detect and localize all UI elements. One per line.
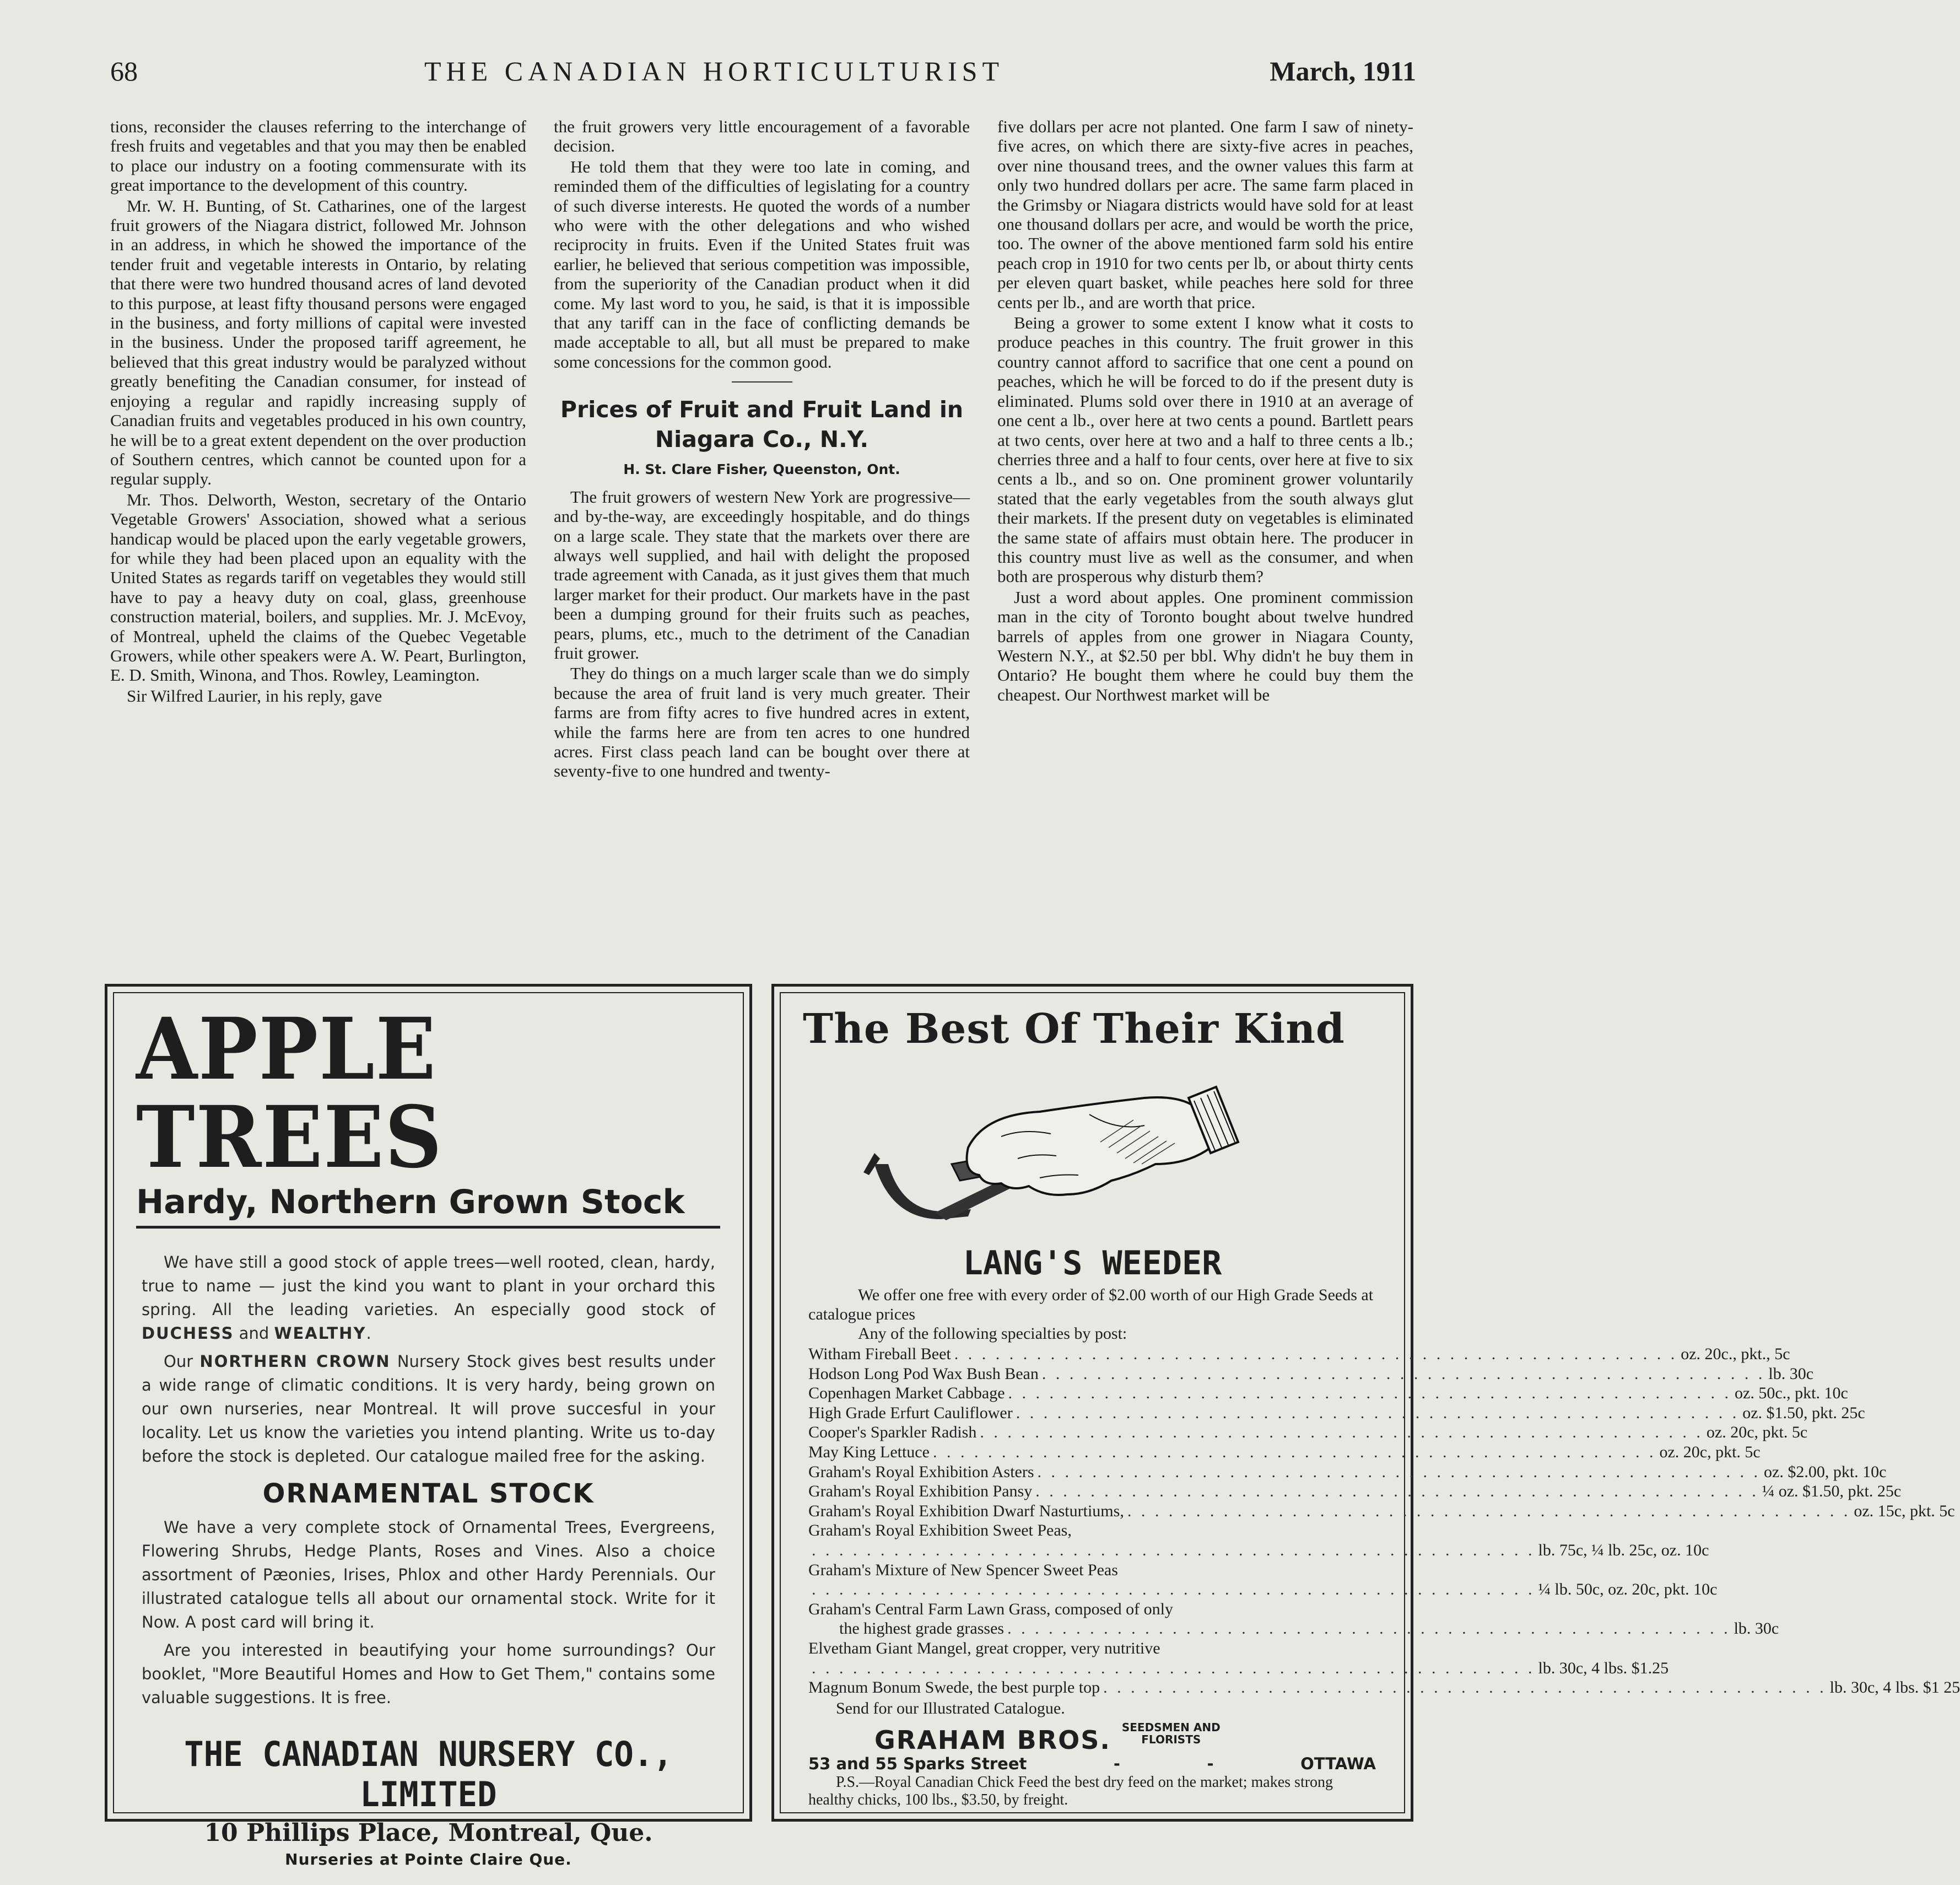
product-name: LANG'S WEEDER <box>963 1244 1222 1283</box>
leader-dots: . . . . . . . . . . . . . . . . . . . . . . . . . . . . . . . . . . . . . . . . . . . . . . . . . . . . . <box>812 1658 1535 1677</box>
item-price: lb. 30c <box>1768 1364 1814 1383</box>
paragraph: Being a grower to some extent I know what it costs to produce peaches in this country. The fruit grower in this country cannot afford to sacrifice that one cent a pound on peaches, which he will be forced to do if the present duty is eliminated. Plums sold over there in 1910 at an average of one cent a lb., over here at two cents a pound. Bartlett pears at two cents, over here at two and a half to three cents a lb.; cherries three and a half to four cents, over here at five to six cents a lb., and so on. One prominent grower voluntarily stated that the early vegetables from the south always glut their markets. If the present duty on vegetables is eliminated the same state of affairs must obtain here. The producer in this country must live as well as the consumer, and when both are prosperous why disturb them? <box>997 313 1413 586</box>
ad-headline: APPLE TREES <box>136 999 443 1187</box>
issue-date: March, 1911 <box>1270 56 1416 87</box>
article-title: Prices of Fruit and Fruit Land in Niagara Co., N.Y. <box>560 396 964 453</box>
item-price: ¼ oz. $1.50, pkt. 25c <box>1762 1482 1902 1501</box>
leader-dots: . . . . . . . . . . . . . . . . . . . . . . . . . . . . . . . . . . . . . . . . . . . . . . . . . . . . . <box>1016 1403 1740 1422</box>
leader-dots: . . . . . . . . . . . . . . . . . . . . . . . . . . . . . . . . . . . . . . . . . . . . . . . . . . . . . <box>1037 1462 1761 1481</box>
leader-dots: . . . . . . . . . . . . . . . . . . . . . . . . . . . . . . . . . . . . . . . . . . . . . . . . . . . . . <box>1103 1678 1827 1697</box>
seller-type: SEEDSMEN AND FLORISTS <box>1121 1720 1221 1746</box>
item-price: oz. 15c, pkt. 5c <box>1854 1501 1955 1520</box>
item-name: Elvetham Giant Mangel, great cropper, very nutritive <box>808 1639 1160 1657</box>
divider <box>732 381 792 383</box>
item-name: Copenhagen Market Cabbage <box>808 1384 1005 1403</box>
street: 53 and 55 Sparks Street <box>808 1754 1027 1773</box>
price-list-item <box>808 1678 1960 1698</box>
price-list-item <box>808 1619 1779 1639</box>
leader-dots: . . . . . . . . . . . . . . . . . . . . . . . . . . . . . . . . . . . . . . . . . . . . . . . . . . . . . <box>1008 1384 1732 1403</box>
price-list-item <box>808 1639 1376 1658</box>
paragraph: the fruit growers very little encouragement of a favorable decision. <box>554 117 970 156</box>
leader-dots: . . . . . . . . . . . . . . . . . . . . . . . . . . . . . . . . . . . . . . . . . . . . . . . . . . . . . <box>1007 1619 1731 1638</box>
paragraph: They do things on a much larger scale than we do simply because the area of fruit land is very much greater. Their farms are from fifty acres to five hundred acres in extent, while the farms here are from ten acres to one hundred acres. First class peach land can be bought over there at seventy-five to one hundred and twenty- <box>554 664 970 781</box>
page-number: 68 <box>110 56 138 87</box>
article-byline: H. St. Clare Fisher, Queenston, Ont. <box>623 461 900 478</box>
price-list-item <box>808 1501 1955 1521</box>
ad-paragraph: We have a very complete stock of Ornamental Trees, Evergreens, Flowering Shrubs, Hedge Plants, Roses and Vines. Also a choice assortment of Pæonies, Irises, Phlox and other Hardy Perennials. Our illustrated catalogue tells all about our ornamental stock. Write for it Now. A post card will bring it. <box>142 1518 715 1631</box>
ad-body <box>142 1516 715 1710</box>
leader-dots: . . . . . . . . . . . . . . . . . . . . . . . . . . . . . . . . . . . . . . . . . . . . . . . . . . . . . <box>980 1423 1703 1442</box>
price-list-item <box>808 1658 1669 1678</box>
leader-dots: . . . . . . . . . . . . . . . . . . . . . . . . . . . . . . . . . . . . . . . . . . . . . . . . . . . . . <box>812 1541 1535 1559</box>
item-name: the highest grade grasses <box>839 1619 1005 1638</box>
leader-dots: . . . . . . . . . . . . . . . . . . . . . . . . . . . . . . . . . . . . . . . . . . . . . . . . . . . . . <box>1041 1364 1765 1383</box>
offer-text: We offer one free with every order of $2.00 worth of our High Grade Seeds at catalogue prices <box>808 1286 1374 1323</box>
item-price: oz. 20c, pkt. 5c <box>1659 1442 1761 1461</box>
item-price: oz. 20c., pkt., 5c <box>1681 1345 1790 1363</box>
item-price: oz. 20c, pkt. 5c <box>1706 1423 1808 1442</box>
separator: - <box>1113 1754 1120 1773</box>
advertisement-seeds <box>771 984 1960 1822</box>
ad-subheadline: Hardy, Northern Grown Stock <box>136 1183 720 1229</box>
city: OTTAWA <box>1300 1754 1376 1773</box>
price-list-item <box>808 1580 1718 1599</box>
price-list-item <box>808 1560 1376 1580</box>
leader-dots: . . . . . . . . . . . . . . . . . . . . . . . . . . . . . . . . . . . . . . . . . . . . . . . . . . . . . <box>812 1580 1535 1599</box>
price-list-item <box>808 1383 1848 1403</box>
ad-headline: The Best Of Their Kind <box>803 1005 1345 1053</box>
leader-dots: . . . . . . . . . . . . . . . . . . . . . . . . . . . . . . . . . . . . . . . . . . . . . . . . . . . . . <box>1127 1501 1851 1520</box>
company-address: 10 Phillips Place, Montreal, Que. <box>204 1819 653 1847</box>
item-name: Cooper's Sparkler Radish <box>808 1423 977 1442</box>
advertisement-apple-trees <box>105 984 752 1868</box>
item-price: lb. 30c, 4 lbs. $1 25 <box>1829 1678 1960 1697</box>
catalogue-note: Send for our Illustrated Catalogue. <box>836 1699 1065 1717</box>
price-list-item <box>808 1541 1709 1560</box>
item-name: Graham's Royal Exhibition Sweet Peas, <box>808 1521 1072 1540</box>
item-name: Graham's Mixture of New Spencer Sweet Peas <box>808 1560 1118 1579</box>
paragraph: Mr. W. H. Bunting, of St. Catharines, one of the largest fruit growers of the Niagara district, followed Mr. Johnson in an address, in which he showed the importance of the tender fruit and vegetable interests in Ontario, by relating that there were two hundred thousand acres of land devoted to this purpose, at least fifty thousand persons were engaged in the business, and forty millions of capital were invested in the business. Under the proposed tariff agreement, he believed that this great industry would be paralyzed without greatly benefiting the Canadian consumer, for instead of enjoying a regular and rapidly increasing supply of Canadian fruits and vegetables produced in his own country, he will be to a great extent dependent on the over production of Southern centres, which cannot be counted upon for a regular supply. <box>110 196 526 489</box>
text-column-3 <box>997 117 1413 971</box>
weeder-illustration <box>858 1081 1244 1236</box>
postscript: P.S.—Royal Canadian Chick Feed the best dry feed on the market; makes strong healthy chicks, 100 lbs., $3.50, by freight. <box>808 1773 1333 1808</box>
item-name: Graham's Royal Exhibition Pansy <box>808 1482 1033 1501</box>
item-name: May King Lettuce <box>808 1442 930 1461</box>
item-price: oz. 50c., pkt. 10c <box>1735 1384 1848 1403</box>
price-list-item <box>808 1403 1865 1423</box>
item-price: lb. 75c, ¼ lb. 25c, oz. 10c <box>1538 1541 1709 1559</box>
price-list-item <box>808 1521 1376 1541</box>
ad-body <box>142 1251 715 1468</box>
item-name: Graham's Royal Exhibition Dwarf Nasturtiums, <box>808 1501 1124 1520</box>
variety-wealthy: WEALTHY <box>274 1324 366 1343</box>
price-list-item <box>808 1442 1761 1462</box>
price-list <box>808 1344 1960 1698</box>
paragraph: The fruit growers of western New York are progressive—and by-the-way, are exceedingly hospitable, and do things on a large scale. They state that the markets over there are always well supplied, and hail with delight the proposed trade agreement with Canada, as it just gives them that much larger market for their product. Our markets have in the past been a dumping ground for their fruits such as peaches, pears, plums, etc., much to the detriment of the Canadian fruit grower. <box>554 487 970 663</box>
company-name: THE CANADIAN NURSERY CO., LIMITED <box>184 1734 673 1814</box>
separator: - <box>1207 1754 1214 1773</box>
company-nurseries: Nurseries at Pointe Claire Que. <box>285 1850 572 1868</box>
paragraph: Sir Wilfred Laurier, in his reply, gave <box>127 686 382 705</box>
variety-duchess: DUCHESS <box>142 1324 234 1343</box>
ad-paragraph: We have still a good stock of apple trees—well rooted, clean, hardy, true to name — just the kind you want to plant in your orchard this spring. All the leading varieties. An especially good stock of DUCHESS and WEALTHY. <box>142 1253 715 1343</box>
price-list-item <box>808 1462 1887 1482</box>
page-header <box>110 55 1416 99</box>
item-price: oz. $1.50, pkt. 25c <box>1742 1403 1865 1422</box>
item-name: Magnum Bonum Swede, the best purple top <box>808 1678 1100 1697</box>
ad-paragraph: Are you interested in beautifying your home surroundings? Our booklet, "More Beautiful Homes and How to Get Them," contains some valuable suggestions. It is free. <box>142 1641 715 1707</box>
leader-dots: . . . . . . . . . . . . . . . . . . . . . . . . . . . . . . . . . . . . . . . . . . . . . . . . . . . . . <box>954 1345 1678 1363</box>
leader-dots: . . . . . . . . . . . . . . . . . . . . . . . . . . . . . . . . . . . . . . . . . . . . . . . . . . . . . <box>932 1442 1656 1461</box>
brand-northern-crown: NORTHERN CROWN <box>199 1352 391 1371</box>
seller-name: GRAHAM BROS. <box>874 1725 1111 1755</box>
text-column-1 <box>110 117 526 971</box>
item-price: ¼ lb. 50c, oz. 20c, pkt. 10c <box>1538 1580 1718 1599</box>
paragraph: He told them that they were too late in coming, and reminded them of the difficulties of legislating for a country of such diverse interests. He quoted the words of a number who were with the other delegations and who wished reciprocity in fruits. Even if the United States fruit was earlier, he believed that serious competition was impossible, from the superiority of the Canadian product when it did come. My last word to you, he said, is that it is impossible that any tariff can in the face of conflicting demands be made acceptable to all, but all must be prepared to make some concessions for the common good. <box>554 157 970 371</box>
item-price: oz. $2.00, pkt. 10c <box>1764 1462 1887 1481</box>
item-price: lb. 30c <box>1734 1619 1779 1638</box>
leader-dots: . . . . . . . . . . . . . . . . . . . . . . . . . . . . . . . . . . . . . . . . . . . . . . . . . . . . . <box>1035 1482 1759 1501</box>
paragraph: Mr. Thos. Delworth, Weston, secretary of the Ontario Vegetable Growers' Association, showed what a serious handicap would be placed upon the early vegetable growers, for while they had been placed upon an equality with the United States as regards tariff on vegetables they would still have to pay a heavy duty on coal, glass, greenhouse construction material, boilers, and supplies. Mr. J. McEvoy, of Montreal, upheld the claims of the Quebec Vegetable Growers, while other speakers were A. W. Peart, Burlington, E. D. Smith, Winona, and Thos. Rowley, Leamington. <box>110 489 526 685</box>
ad-border <box>113 992 744 1868</box>
price-list-item <box>808 1482 1902 1501</box>
offer-intro: Any of the following specialties by post: <box>858 1324 1127 1343</box>
item-name: Graham's Royal Exhibition Asters <box>808 1462 1034 1481</box>
publication-title: THE CANADIAN HORTICULTURIST <box>424 56 1005 87</box>
text-column-2 <box>554 117 970 971</box>
price-list-item <box>808 1423 1808 1442</box>
paragraph: Just a word about apples. One prominent commission man in the city of Toronto bought about twelve hundred barrels of apples from one grower in Niagara County, Western N.Y., at $2.50 per bbl. Why didn't he buy them in Ontario? He bought them where he could buy them the cheapest. Our Northwest market will be <box>997 587 1413 704</box>
price-list-item <box>808 1344 1790 1364</box>
paragraph: tions, reconsider the clauses referring to the interchange of fresh fruits and vegetables and that you may then be enabled to place our industry on a footing commensurate with its great importance to the development of this country. <box>110 117 526 195</box>
paragraph: five dollars per acre not planted. One farm I saw of ninety-five acres, on which there are sixty-five acres in peaches, over nine thousand trees, and the owner values this farm at only two hundred dollars per acre. The same farm placed in the Grimsby or Niagara districts would have sold for at least one thousand dollars per acre, and would be worth the price, too. The owner of the above mentioned farm sold his entire peach crop in 1910 for two cents per lb, or about thirty cents per eleven quart basket, while peaches here sold for three cents per lb., and are worth that price. <box>997 117 1413 312</box>
item-name: Witham Fireball Beet <box>808 1345 951 1363</box>
item-price: lb. 30c, 4 lbs. $1.25 <box>1538 1658 1669 1677</box>
seller-line <box>808 1720 1376 1755</box>
item-name: Graham's Central Farm Lawn Grass, composed of only <box>808 1599 1173 1618</box>
item-name: Hodson Long Pod Wax Bush Bean <box>808 1364 1039 1383</box>
price-list-item <box>808 1599 1376 1619</box>
seed-offer <box>808 1285 1960 1809</box>
seller-address <box>808 1754 1376 1774</box>
item-name: High Grade Erfurt Cauliflower <box>808 1403 1013 1422</box>
ad-paragraph: Our NORTHERN CROWN Nursery Stock gives best results under a wide range of climatic conditions. It is very hardy, being grown on our own nurseries, near Montreal. It will prove succesful in your locality. Let us know the varieties you intend planting. Write us to-day before the stock is depleted. Our catalogue mailed free for the asking. <box>142 1352 715 1466</box>
price-list-item <box>808 1364 1814 1384</box>
ad-border <box>780 992 1960 1813</box>
ad-section-title: ORNAMENTAL STOCK <box>262 1478 595 1509</box>
